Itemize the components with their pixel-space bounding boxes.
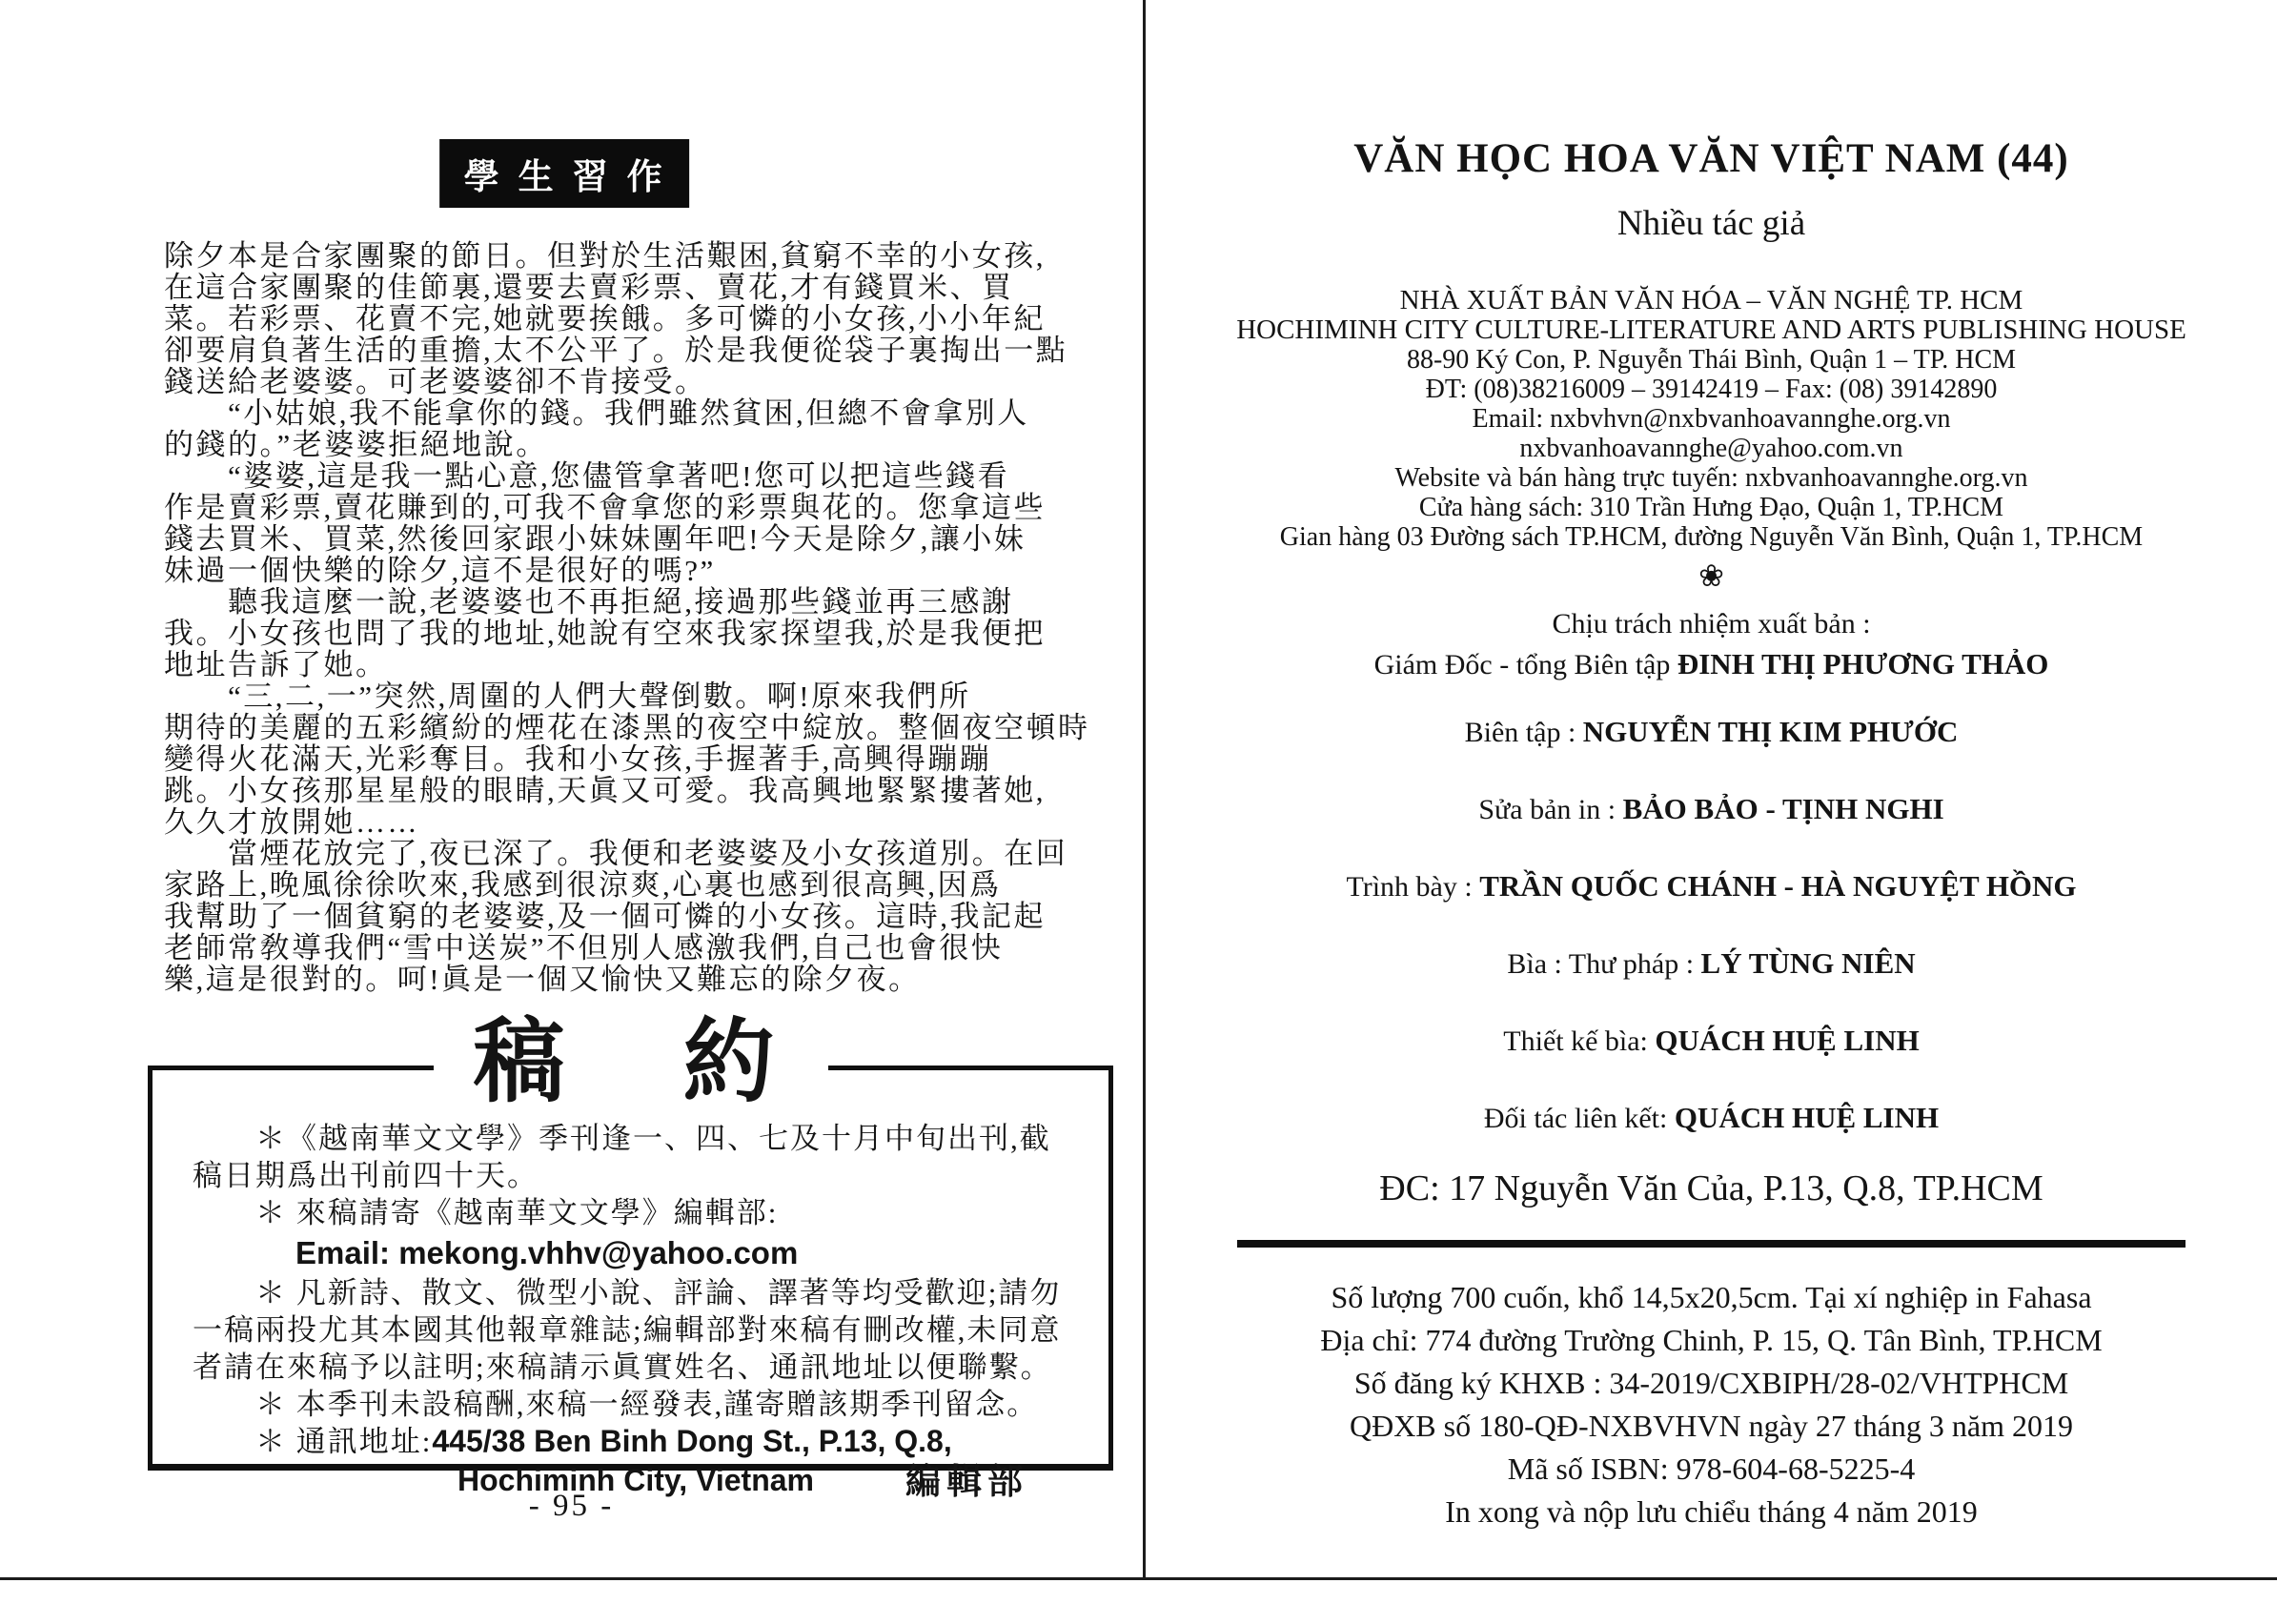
credit-name: ĐINH THỊ PHƯƠNG THẢO [1677,647,2049,680]
submission-email: Email: mekong.vhhv@yahoo.com [295,1235,799,1270]
credit-label: Trình bày : [1346,871,1480,903]
story-line: 久久才放開她…… [164,805,419,839]
credit-line [1146,947,2277,981]
publisher-address: ĐC: 17 Nguyễn Văn Của, P.13, Q.8, TP.HCM [1379,1168,2043,1208]
publisher-line: ĐT: (08)38216009 – 39142419 – Fax: (08) 39142890 [1425,375,1998,404]
story-line: 期待的美麗的五彩繽紛的煙花在漆黑的夜空中綻放。整個夜空頓時 [164,711,1090,744]
credits-block [1146,607,2277,1135]
credit-name: NGUYỄN THỊ KIM PHƯỚC [1582,715,1959,748]
print-info-line: Số lượng 700 cuốn, khổ 14,5x20,5cm. Tại xí nghiệp in Fahasa [1331,1280,2092,1314]
credit-label: Chịu trách nhiệm xuất bản : [1552,608,1871,639]
mailing-address: 445/38 Ben Binh Dong St., P.13, Q.8, [432,1424,952,1458]
credit-name: TRẦN QUỐC CHÁNH - HÀ NGUYỆT HỒNG [1479,869,2077,903]
left-page [0,0,1143,1577]
bottom-rule [0,1577,2277,1580]
credit-label: Biên tập : [1464,717,1583,748]
mailing-address-row [193,1423,1084,1460]
print-info-line: Mã số ISBN: 978-604-68-5225-4 [1507,1451,1916,1486]
mailing-city: Hochiminh City, Vietnam [457,1463,814,1497]
publisher-line: 88-90 Ký Con, P. Nguyễn Thái Bình, Quận 1 – TP. HCM [1406,345,2017,375]
publisher-line: Cửa hàng sách: 310 Trần Hưng Đạo, Quận 1, TP.HCM [1418,493,2004,522]
story-line: 變得火花滿天,光彩奪目。我和小女孩,手握著手,高興得蹦蹦 [164,742,992,776]
print-info-line: In xong và nộp lưu chiểu tháng 4 năm 2019 [1445,1494,1978,1529]
story-line: 聽我這麼一說,老婆婆也不再拒絕,接過那些錢並再三感謝 [164,585,1014,619]
story-line: 樂,這是很對的。呵!眞是一個又愉快又難忘的除夕夜。 [164,963,921,996]
print-info-line: Địa chỉ: 774 đường Trường Chinh, P. 15, Q. Tân Bình, TP.HCM [1320,1323,2103,1357]
story-line: 我。小女孩也問了我的地址,她說有空來我家探望我,於是我便把 [164,617,1046,650]
box-line: ＊ 本季刊未設稿酬,來稿一經發表,謹寄贈該期季刊留念。 [193,1388,1039,1421]
story-line: 卻要肩負著生活的重擔,太不公平了。於是我便從袋子裏掏出一點 [164,334,1068,367]
credit-line [1146,1102,2277,1135]
box-body [152,1070,1108,1506]
colophon-page [1146,0,2277,1577]
submission-guidelines-box [148,1011,1113,1502]
story-line: 妹過一個快樂的除夕,這不是很好的嗎?” [164,554,716,587]
book-title: VĂN HỌC HOA VĂN VIỆT NAM (44) [1353,136,2069,181]
story-line: 錢送給老婆婆。可老婆婆卻不肯接受。 [164,365,707,398]
story-line: 的錢的。”老婆婆拒絕地說。 [164,428,548,461]
credit-label: Sửa bản in : [1478,794,1623,825]
publisher-line: NHÀ XUẤT BẢN VĂN HÓA – VĂN NGHỆ TP. HCM [1399,285,2023,315]
box-line: 者請在來稿予以註明;來稿請示眞實姓名、通訊地址以便聯繫。 [193,1350,1052,1384]
story-line: 作是賣彩票,賣花賺到的,可我不會拿您的彩票與花的。您拿這些 [164,491,1046,524]
story-line: 當煙花放完了,夜已深了。我便和老婆婆及小女孩道別。在回 [164,837,1068,870]
book-author: Nhiều tác giả [1616,204,1806,243]
story-line: “三,二,一”突然,周圍的人們大聲倒數。啊!原來我們所 [164,680,971,713]
story-line: 除夕本是合家團聚的節日。但對於生活艱困,貧窮不幸的小女孩, [164,239,1046,273]
credit-label: Đối tác liên kết: [1483,1103,1675,1134]
separator-rule [1237,1240,2186,1248]
box-line: ＊《越南華文文學》季刊逢一、四、七及十月中旬出刊,截 [193,1122,1051,1155]
publisher-line: Gian hàng 03 Đường sách TP.HCM, đường Nguyễn Văn Bình, Quận 1, TP.HCM [1279,522,2144,552]
story-line: 家路上,晚風徐徐吹來,我感到很涼爽,心裏也感到很高興,因爲 [164,868,1002,902]
student-work-badge: 學生習作 [439,139,689,208]
credit-name: QUÁCH HUỆ LINH [1674,1101,1940,1134]
story-line: 我幫助了一個貧窮的老婆婆,及一個可憐的小女孩。這時,我記起 [164,900,1046,933]
credit-line [1146,716,2277,749]
credit-label: Bìa : Thư pháp : [1507,948,1701,980]
print-info-line: QĐXB số 180-QĐ-NXBVHVN ngày 27 tháng 3 năm 2019 [1349,1409,2074,1443]
credit-line [1146,870,2277,903]
publisher-line: Website và bán hàng trực tuyến: nxbvanhoavannghe.org.vn [1394,463,2028,493]
page-number: - 95 - [528,1489,615,1523]
credit-name: BẢO BẢO - TỊNH NGHI [1622,792,1944,825]
story-line: 地址告訴了她。 [164,648,388,681]
story-line: “婆婆,這是我一點心意,您儘管拿著吧!您可以把這些錢看 [164,459,1010,493]
story-line: 老師常敎導我們“雪中送炭”不但別人感激我們,自己也會很快 [164,931,1004,964]
credit-name: LÝ TÙNG NIÊN [1700,946,1916,980]
box-line: ＊ 來稿請寄《越南華文文學》編輯部: [193,1196,779,1229]
publisher-info [1146,286,2277,552]
credit-line [1146,607,2277,640]
story-line: 錢去買米、買菜,然後回家跟小妹妹團年吧!今天是除夕,讓小妹 [164,522,1027,556]
credit-line [1146,1025,2277,1058]
story-line: 菜。若彩票、花賣不完,她就要挨餓。多可憐的小女孩,小小年紀 [164,302,1046,335]
mailing-address-label: ＊ 通訊地址: [193,1425,433,1458]
publisher-line: nxbvanhoavannghe@yahoo.com.vn [1519,434,1903,463]
credit-label: Giám Đốc - tổng Biên tập [1373,649,1677,680]
box-line: ＊ 凡新詩、散文、微型小說、評論、譯著等均受歡迎;請勿 [193,1276,1062,1309]
credit-label: Thiết kế bìa: [1503,1025,1656,1057]
credit-name: QUÁCH HUỆ LINH [1655,1024,1920,1057]
credit-line [1146,648,2277,681]
box-line: 稿日期爲出刊前四十天。 [193,1159,539,1192]
editorial-dept-signature: 編輯部 [905,1463,1028,1502]
publisher-line: Email: nxbvhvn@nxbvanhoavannghe.org.vn [1472,404,1951,434]
story-line: 在這合家團聚的佳節裏,還要去賣彩票、賣花,才有錢買米、買 [164,271,1014,304]
print-info-line: Số đăng ký KHXB : 34-2019/CXBIPH/28-02/VHTPHCM [1353,1366,2069,1400]
credit-line [1146,793,2277,826]
box-line: 一稿兩投尤其本國其他報章雜誌;編輯部對來稿有刪改權,未同意 [193,1313,1062,1347]
publisher-line: HOCHIMINH CITY CULTURE-LITERATURE AND ARTS PUBLISHING HOUSE [1236,315,2186,345]
story-line: 跳。小女孩那星星般的眼睛,天眞又可愛。我高興地緊緊摟著她, [164,774,1046,807]
flower-ornament-icon: ❀ [1698,558,1724,593]
story-text-block [164,240,1112,995]
print-info [1146,1276,2277,1533]
box-title-gaoyue: 稿 約 [434,1009,828,1116]
story-line: “小姑娘,我不能拿你的錢。我們雖然貧困,但總不會拿別人 [164,396,1029,430]
